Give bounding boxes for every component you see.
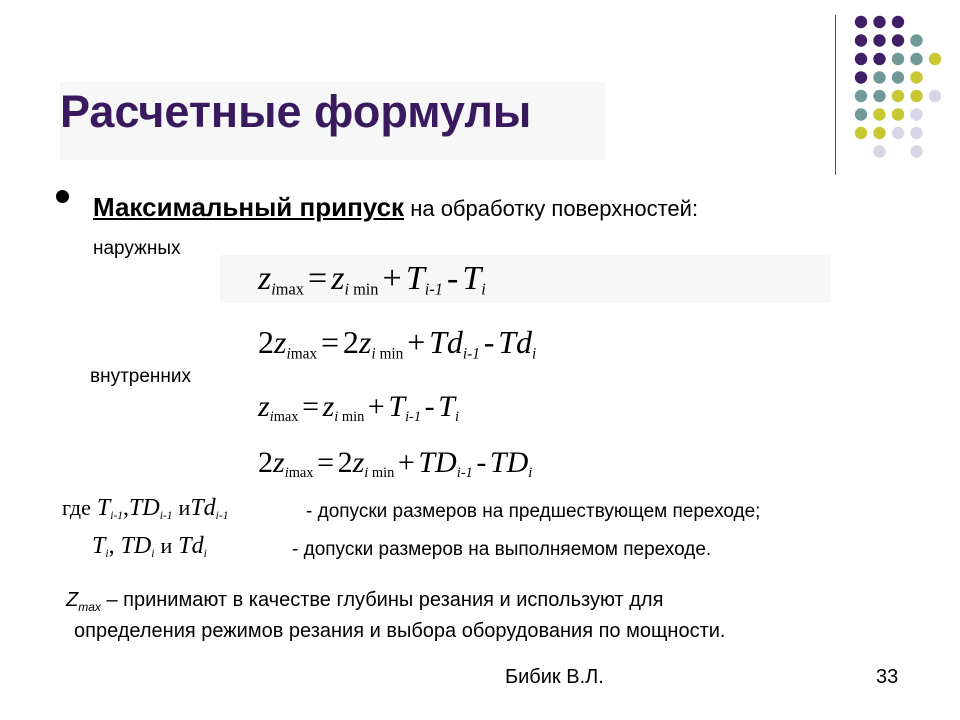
where-text-current: - допуски размеров на выполняемом переходе.	[292, 539, 712, 560]
decorative-dot	[873, 145, 885, 157]
formula-inner-2: $2z_{imax} = 2z_{i min} + TD_{i-1} - TD_i$	[258, 446, 533, 482]
decorative-dot	[892, 127, 904, 139]
decorative-dot	[855, 53, 867, 65]
decorative-dot	[910, 53, 922, 65]
decorative-dot	[873, 34, 885, 46]
decorative-dot	[892, 108, 904, 120]
formula-inner-1: $z_{imax} = z_{i min} + T_{i-1} - T_i$	[258, 390, 459, 426]
bullet-bold-text: Максимальный припуск	[93, 192, 405, 222]
decorative-dot	[873, 127, 885, 139]
decorative-dot	[873, 16, 885, 28]
decorative-dot	[892, 34, 904, 46]
formula-outer-1: $z_{imax} = z_{i min} + T_{i-1} - T_i$	[258, 260, 486, 299]
label-outer: наружных	[93, 238, 181, 259]
bullet-line	[93, 192, 698, 223]
decorative-dot	[910, 71, 922, 83]
decorative-dot-grid	[836, 10, 956, 160]
decorative-dot	[929, 53, 941, 65]
decorative-dot	[855, 127, 867, 139]
formula-outer-2: $2z_{imax} = 2z_{i min} + Td_{i-1} - Td_i$	[258, 324, 537, 363]
decorative-dot	[910, 34, 922, 46]
decorative-dot	[910, 145, 922, 157]
decorative-dot	[855, 16, 867, 28]
where-symbols-previous: где $T_{i-1},TD_{i-1}$ иTd$_{i-1}$	[62, 495, 229, 523]
decorative-dot	[855, 90, 867, 102]
decorative-dot	[910, 108, 922, 120]
decorative-dot	[892, 16, 904, 28]
decorative-dot	[873, 108, 885, 120]
label-inner: внутренних	[90, 366, 192, 387]
decorative-dot	[910, 127, 922, 139]
decorative-dot	[873, 71, 885, 83]
where-symbols-current: $T_i$, $TD_i$ и $Td_i$	[92, 533, 207, 561]
decorative-dot	[892, 71, 904, 83]
page-title: Расчетные формулы	[60, 86, 532, 137]
decorative-dot	[892, 90, 904, 102]
decorative-dot	[855, 108, 867, 120]
zmax-note-line2: определения режимов резания и выбора оборудования по мощности.	[74, 620, 726, 642]
where-text-previous: - допуски размеров на предшествующем переходе;	[306, 501, 761, 522]
decorative-dot	[855, 34, 867, 46]
decorative-dot	[910, 90, 922, 102]
decorative-dot	[873, 53, 885, 65]
bullet-dot	[56, 190, 69, 203]
bullet-rest-text: на обработку поверхностей:	[404, 196, 699, 221]
zmax-note-line1: $Z_{max}$ – принимают в качестве глубины резания и используют для	[66, 589, 664, 614]
footer-author: Бибик В.Л.	[505, 666, 604, 688]
decorative-dot	[873, 90, 885, 102]
decorative-dot	[855, 71, 867, 83]
page-number: 33	[876, 666, 899, 688]
decorative-dot	[929, 90, 941, 102]
decorative-dot	[892, 53, 904, 65]
